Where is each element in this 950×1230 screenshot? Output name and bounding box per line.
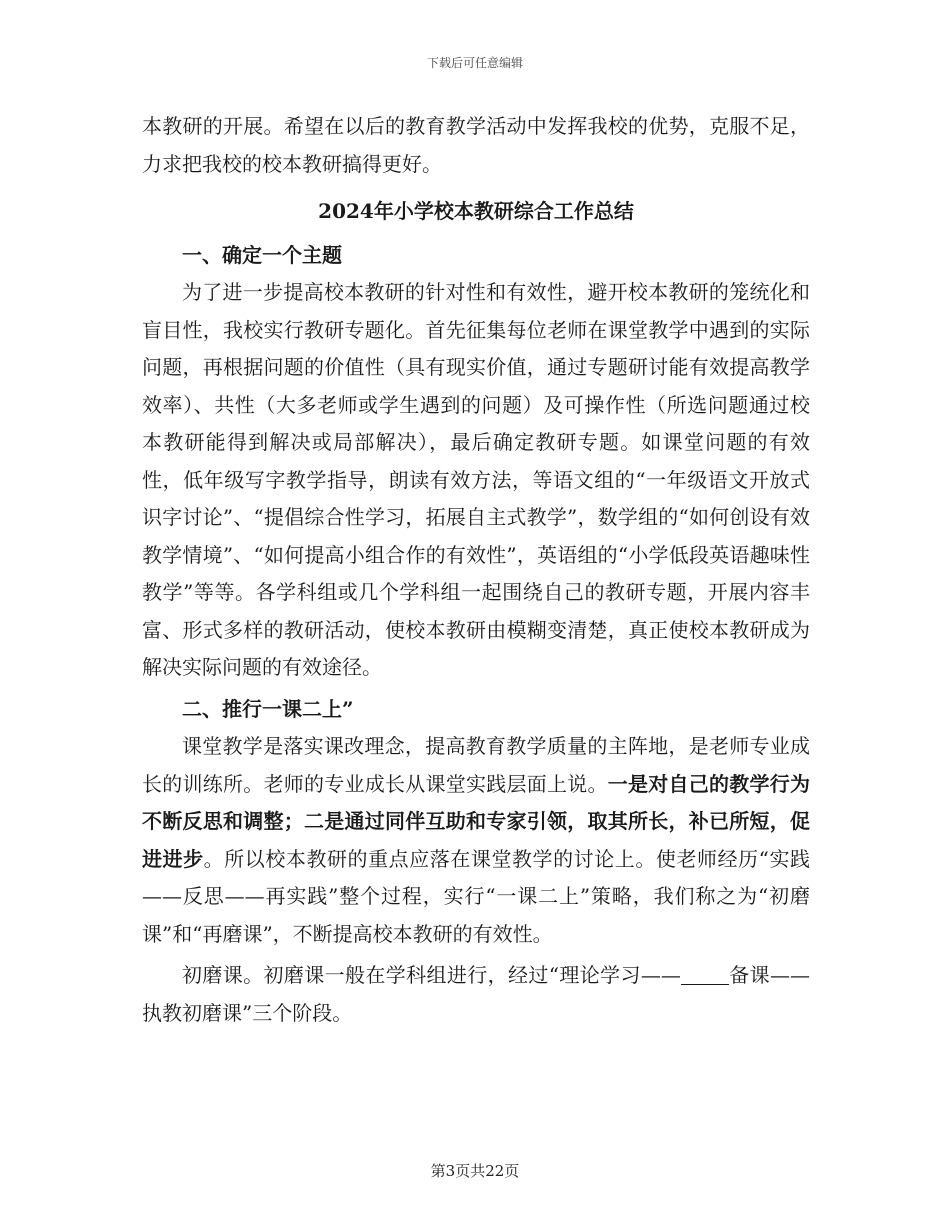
document-title: 2024年小学校本教研综合工作总结 bbox=[318, 199, 634, 223]
section-2-paragraph-2 bbox=[142, 957, 810, 1032]
section-2-bold-text: 一是对自己的教学行为不断反思和调整；二是通过同伴互助和专家引领，取其所长，补已所短，促进进步 bbox=[142, 771, 810, 871]
para2-text-b: 备课——执教初磨课”三个阶段。 bbox=[142, 963, 811, 1025]
para2-text-a: 初磨课。初磨课一般在学科组进行，经过“理论学习—— bbox=[182, 963, 681, 987]
section-2-text-b: 。所以校本教研的重点应落在课堂教学的讨论上。使老师经历“实践——反思——再实践”整个过程，实行“一课二上”策略，我们称之为“初磨课”和“再磨课”，不断提高校本教研的有效性。 bbox=[142, 846, 810, 946]
continuation-paragraph: 本教研的开展。希望在以后的教育教学活动中发挥我校的优势，克服不足，力求把我校的校本教研搞得更好。 bbox=[142, 114, 810, 176]
section-1-heading: 一、确定一个主题 bbox=[182, 242, 342, 267]
fill-in-blank bbox=[681, 966, 729, 985]
page-header-note: 下载后可任意编辑 bbox=[426, 56, 523, 70]
section-2-paragraph bbox=[142, 728, 810, 953]
document-body bbox=[142, 108, 810, 1032]
section-1-paragraph: 为了进一步提高校本教研的针对性和有效性，避开校本教研的笼统化和盲目性，我校实行教研专题化。首先征集每位老师在课堂教学中遇到的实际问题，再根据问题的价值性（具有现实价值，通过专题研讨能有效提高教学效率）、共性（大多老师或学生遇到的问题）及可操作性（所选问题通过校本教研能得到解决或局部解决），最后确定教研专题。如课堂问题的有效性，低年级写字教学指导，朗读有效方法，等语文组的“一年级语文开放式识字讨论”、“提倡综合性学习，拓展自主式教学”，数学组的“如何创设有效教学情境”、“如何提高小组合作的有效性”，英语组的“小学低段英语趣味性教学”等等。各学科组或几个学科组一起围绕自己的教研专题，开展内容丰富、形式多样的教研活动，使校本教研由模糊变清楚，真正使校本教研成为解决实际问题的有效途径。 bbox=[142, 280, 810, 679]
section-2-heading: 二、推行一课二上” bbox=[182, 696, 354, 721]
section-2-text-a: 课堂教学是落实课改理念，提高教育教学质量的主阵地，是老师专业成长的训练所。老师的专业成长从课堂实践层面上说。 bbox=[142, 734, 810, 796]
page-number: 第3页共22页 bbox=[430, 1162, 520, 1180]
